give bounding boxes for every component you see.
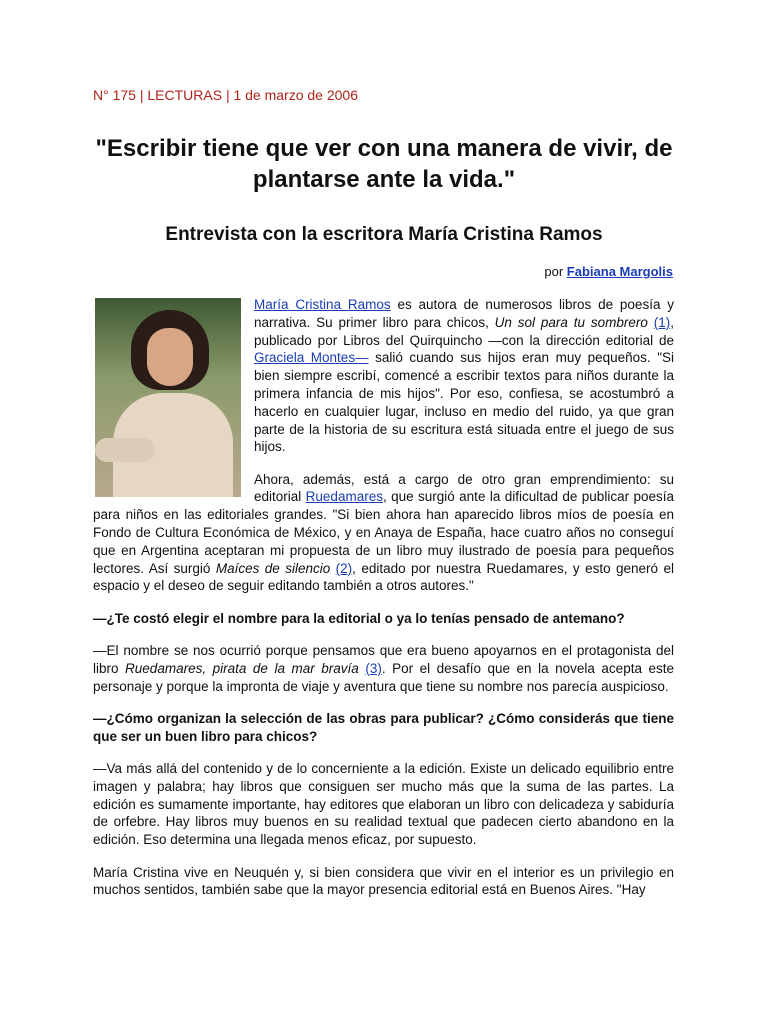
- paragraph-1: María Cristina Ramos es autora de numerosos libros de poesía y narrativa. Su primer libro para chicos, Un sol para tu sombrero (1), publicado por Libros del Quirquincho —con la dirección editorial de Graciela Montes— salió cuando sus hijos eran muy pequeños. "Si bien siempre escribí, comencé a escribir textos para niños durante la primera infancia de mis hijos". Por eso, confiesa, se acostumbró a hacerlo en cualquier lugar, incluso en medio del ruido, ya que gran parte de la historia de su escritura está situada entre el juego de sus hijos.: [254, 297, 675, 455]
- footnote-link-1[interactable]: (1): [653, 314, 671, 330]
- article-body: [93, 296, 674, 914]
- ruedamares-link[interactable]: Ruedamares: [305, 489, 383, 505]
- answer-2: —Va más allá del contenido y de lo concerniente a la edición. Existe un delicado equilibrio entre imagen y palabra; hay libros que consiguen ser mucho más que la suma de las partes. La edición es sumamente importante, hay editores que elaboran un libro con delicadeza y sabiduría de orfebre. Hay libros muy buenos en su realidad textual que padecen cierto abandono en la edición. Eso determina una llegada menos eficaz, por supuesto.: [93, 761, 674, 848]
- book-title: Maíces de silencio: [215, 560, 331, 576]
- footnote-link-2[interactable]: (2): [335, 560, 353, 576]
- author-photo: [95, 298, 241, 497]
- question-1: —¿Te costó elegir el nombre para la editorial o ya lo tenías pensado de antemano?: [93, 610, 625, 626]
- maria-cristina-ramos-link[interactable]: María Cristina Ramos: [254, 297, 391, 312]
- issue-meta: N° 175 | LECTURAS | 1 de marzo de 2006: [93, 87, 359, 103]
- book-title: Un sol para tu sombrero: [494, 314, 648, 330]
- answer-1: —El nombre se nos ocurrió porque pensamos que era bueno apoyarnos en el protagonista del libro Ruedamares, pirata de la mar bravía (3). Por el desafío que en la novela acepta este personaje y porque la impronta de viaje y aventura que tiene su nombre nos parecía auspicioso.: [93, 643, 675, 694]
- footnote-link-3[interactable]: (3): [365, 660, 382, 676]
- graciela-montes-link[interactable]: Graciela Montes—: [254, 350, 369, 366]
- page-subtitle: Entrevista con la escritora María Cristina Ramos: [165, 224, 603, 245]
- byline: [544, 264, 673, 279]
- paragraph-2: Ahora, además, está a cargo de otro gran emprendimiento: su editorial Ruedamares, que surgió ante la dificultad de publicar poesía para niños en las editoriales grandes. "Si bien ahora han aparecido libros míos de poesía en Fondo de Cultura Económica de México, y en Anaya de España, hace cuatro años no conseguí que en Argentina aceptaran mi propuesta de un libro muy ilustrado de poesía para pequeños lectores. Así surgió Maíces de silencio (2), editado por nuestra Ruedamares, y esto generó el espacio y el deseo de seguir editando también a otros autores.": [93, 471, 674, 594]
- page-title: "Escribir tiene que ver con una manera de vivir, de plantarse ante la vida.": [95, 135, 673, 193]
- question-2: —¿Cómo organizan la selección de las obras para publicar? ¿Cómo considerás que tiene que ser un buen libro para chicos?: [93, 710, 674, 744]
- paragraph-last: María Cristina vive en Neuquén y, si bien considera que vivir en el interior es un privilegio en muchos sentidos, también sabe que la mayor presencia editorial está en Buenos Aires. "Hay: [93, 864, 674, 898]
- byline-prefix: por: [544, 264, 567, 279]
- author-link[interactable]: Fabiana Margolis: [566, 264, 673, 279]
- book-title: Ruedamares, pirata de la mar bravía: [125, 660, 359, 676]
